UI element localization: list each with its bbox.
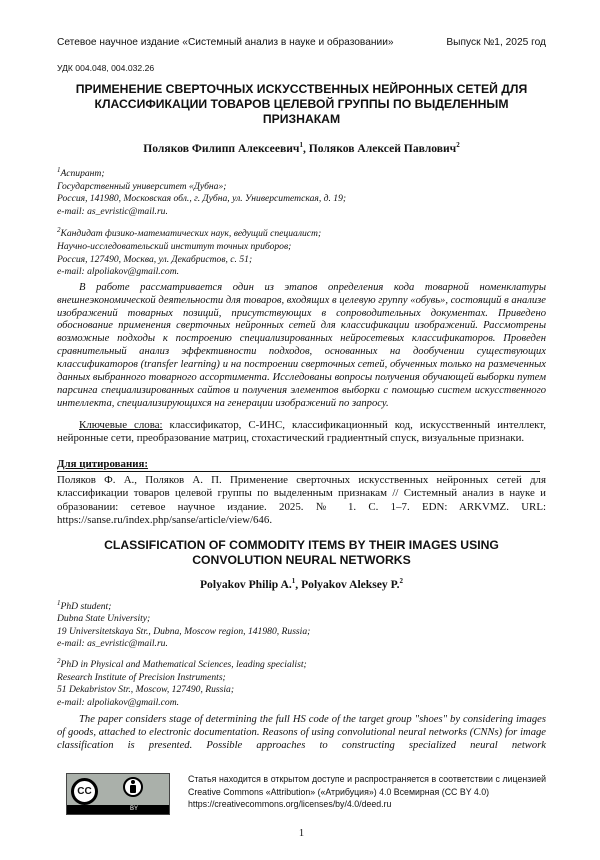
aff-email: e-mail: alpoliakov@gmail.com. <box>57 266 546 279</box>
cc-by-badge[interactable] <box>66 773 170 815</box>
license-section <box>57 773 546 815</box>
en-title-line: CLASSIFICATION OF COMMODITY ITEMS BY THEIR IMAGES USING <box>57 538 546 554</box>
keywords-label: Ключевые слова: <box>79 419 163 431</box>
journal-name: Сетевое научное издание «Системный анализ в науке и образовании» <box>57 36 394 49</box>
ru-affiliation-1 <box>57 168 546 218</box>
aff-line: Research Institute of Precision Instruments; <box>57 672 546 685</box>
author-2-sup: 2 <box>400 577 404 585</box>
author-1-sup: 1 <box>292 577 296 585</box>
by-label: BY <box>67 805 169 814</box>
citation-text: Поляков Ф. А., Поляков А. П. Применение сверточных искусственных нейронных сетей для классификации товаров целевой группы по выделенным признакам // Системный анализ в науке и образовании: сетевое научное издание. 2025. № 1. С. 1–7. EDN: ARKVMZ. URL: https://sanse.ru/index.php/sanse/article/view/646. <box>57 474 546 528</box>
cc-icon: CC <box>71 778 98 805</box>
en-authors <box>57 578 546 592</box>
aff-sup: 2 <box>57 657 61 665</box>
aff-line: Россия, 127490, Москва, ул. Декабристов, с. 51; <box>57 254 546 267</box>
aff-email: e-mail: as_evristic@mail.ru. <box>57 638 546 651</box>
en-affiliation-1 <box>57 601 546 651</box>
ru-title: ПРИМЕНЕНИЕ СВЕРТОЧНЫХ ИСКУССТВЕННЫХ НЕЙРОННЫХ СЕТЕЙ ДЛЯ КЛАССИФИКАЦИИ ТОВАРОВ ЦЕЛЕВОЙ ГРУППЫ ПО ВЫДЕЛЕННЫМ ПРИЗНАКАМ <box>57 82 546 127</box>
udk-code: УДК 004.048, 004.032.26 <box>57 63 546 74</box>
issue-label: Выпуск №1, 2025 год <box>446 36 546 49</box>
en-affiliation-2 <box>57 659 546 709</box>
ru-affiliation-2 <box>57 228 546 278</box>
author-1: Поляков Филипп Алексеевич <box>143 142 299 155</box>
aff-sup: 2 <box>57 226 61 234</box>
aff-email: e-mail: as_evristic@mail.ru. <box>57 206 546 219</box>
aff-line: Россия, 141980, Московская обл., г. Дубна, ул. Университетская, д. 19; <box>57 193 546 206</box>
ru-abstract: В работе рассматривается один из этапов определения кода товарной номенклатуры внешнеэкономической деятельности для товаров, входящих в целевую группу «обувь», состоящий в анализе изображений товарных позиций, присутствующих в сопроводительных документах. Приведено обоснование применения сверточных нейронных сетей для классификации изображений. Рассмотрены возможные подходы к построению специализированных нейросетевых классификаторов. Проведен сравнительный анализ эффективности подходов, основанных на дообучении существующих классификаторов (transfer learning) и на построении сверточных сетей, обученных только на размеченных данных выбранного товарного ассортимента. Исследованы вопросы получения обучающей выборки путем парсинга специализированных сайтов и получения элементов выборки с помощью систем искусственного интеллекта, специализирующихся на генерации изображений по запросу. <box>57 282 546 411</box>
author-1-sup: 1 <box>299 141 303 149</box>
author-2-sup: 2 <box>456 141 460 149</box>
attribution-person-icon <box>123 777 143 797</box>
aff-line: Dubna State University; <box>57 613 546 626</box>
keywords-text: классификатор, С-ИНС, классификационный код, искусственный интеллект, нейронные сети, преобразование матриц, стохастический градиентный спуск, визуальные признаки. <box>57 419 546 445</box>
aff-line: Аспирант; <box>61 168 105 179</box>
aff-sup: 1 <box>57 598 61 606</box>
aff-line: Научно-исследовательский институт точных приборов; <box>57 241 546 254</box>
ru-authors <box>57 142 546 156</box>
en-title-line: CONVOLUTION NEURAL NETWORKS <box>57 553 546 569</box>
aff-line: PhD in Physical and Mathematical Sciences, leading specialist; <box>61 659 307 670</box>
aff-sup: 1 <box>57 166 61 174</box>
author-2: Polyakov Aleksey P. <box>301 578 399 591</box>
license-statement: Статья находится в открытом доступе и распространяется в соответствии с лицензией Creative Commons «Attribution» («Атрибуция») 4.0 Всемирная (CC BY 4.0) <box>188 773 546 798</box>
en-abstract: The paper considers stage of determining the full HS code of the target group "shoes" by considering images of goods, attached to electronic documentation. Reasons of using convolutional neural networks (CNNs) for image classification is presented. Possible approaches to constructing specialized neural network <box>57 714 546 753</box>
aff-line: Кандидат физико-математических наук, ведущий специалист; <box>61 228 322 239</box>
aff-line: 19 Universitetskaya Str., Dubna, Moscow region, 141980, Russia; <box>57 626 546 639</box>
aff-email: e-mail: alpoliakov@gmail.com. <box>57 697 546 710</box>
document-page <box>0 0 600 860</box>
page-number: 1 <box>57 827 546 840</box>
ru-keywords <box>57 419 546 446</box>
aff-line: Государственный университет «Дубна»; <box>57 181 546 194</box>
author-sep: , <box>303 142 309 155</box>
aff-line: 51 Dekabristov Str., Moscow, 127490, Russia; <box>57 684 546 697</box>
author-2: Поляков Алексей Павлович <box>309 142 456 155</box>
author-sep: , <box>295 578 301 591</box>
license-text <box>188 773 546 810</box>
en-title <box>57 538 546 569</box>
running-header <box>57 36 546 49</box>
author-1: Polyakov Philip A. <box>200 578 292 591</box>
aff-line: PhD student; <box>61 601 112 612</box>
license-url-link[interactable]: https://creativecommons.org/licenses/by/4.0/deed.ru <box>188 798 546 810</box>
citation-heading: Для цитирования: <box>57 458 540 472</box>
